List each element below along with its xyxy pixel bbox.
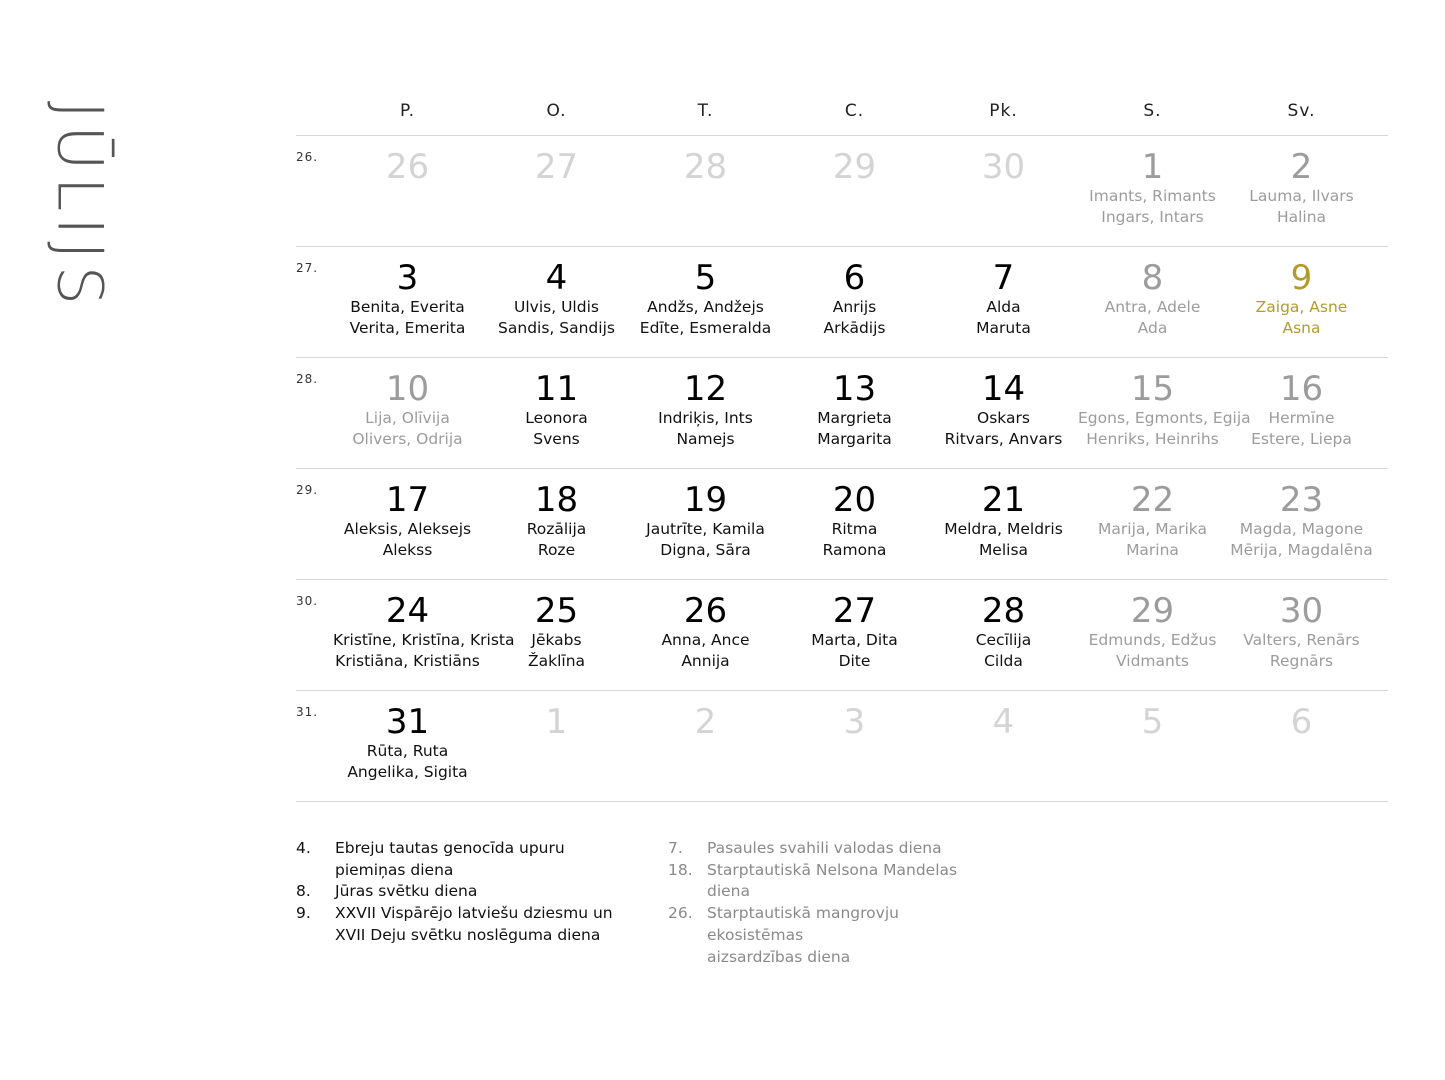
day-number: 5: [1141, 702, 1164, 742]
day-number: 4: [992, 702, 1015, 742]
note-line: [668, 903, 997, 946]
day-cell[interactable]: [780, 247, 929, 357]
note-date: 4.: [296, 839, 311, 857]
name-day-line: Indriķis, Ints: [658, 409, 753, 427]
name-day-line: Alekss: [382, 540, 433, 559]
day-cell[interactable]: [1078, 469, 1227, 579]
name-day-line: Ritvars, Anvars: [944, 429, 1063, 448]
week-number: 28.: [296, 372, 319, 386]
note-text: aizsardzības diena: [707, 947, 851, 966]
note-line: [668, 860, 997, 903]
day-cell[interactable]: [780, 691, 929, 801]
name-day-line: Benita, Everita: [350, 298, 465, 316]
weekday-saturday: S.: [1143, 101, 1162, 121]
note-text: piemiņas diena: [335, 860, 454, 879]
name-day-line: Henriks, Heinrihs: [1086, 429, 1219, 448]
week-number: 29.: [296, 483, 319, 497]
note-text: XVII Deju svētku noslēguma diena: [335, 925, 601, 944]
day-number: 22: [1130, 480, 1175, 520]
day-number: 3: [843, 702, 866, 742]
day-cell[interactable]: [333, 358, 482, 468]
name-day-line: Svens: [533, 429, 580, 448]
day-number: 28: [981, 591, 1026, 631]
note-date: 26.: [668, 904, 693, 923]
name-day-line: Valters, Renārs: [1243, 631, 1360, 649]
name-day-line: Leonora: [525, 409, 588, 427]
name-day-line: Ulvis, Uldis: [514, 298, 599, 316]
note-date: [296, 925, 335, 947]
note-line: [296, 903, 625, 925]
day-number: 2: [1290, 147, 1313, 187]
day-number: 6: [1290, 702, 1313, 742]
note-line: [296, 838, 625, 860]
day-cell[interactable]: [482, 247, 631, 357]
name-day-line: Angelika, Sigita: [347, 762, 468, 781]
name-day-line: Rozālija: [526, 520, 587, 538]
week-number: 26.: [296, 150, 319, 164]
day-number: 24: [385, 591, 430, 631]
day-cell[interactable]: [1078, 691, 1227, 801]
week-row: [296, 247, 1388, 358]
note-date: 8.: [296, 882, 311, 901]
name-day-line: Kristīne, Kristīna, Krista: [333, 631, 515, 649]
day-number: 11: [534, 369, 579, 409]
day-cell[interactable]: [482, 358, 631, 468]
name-day-line: Ingars, Intars: [1101, 207, 1204, 226]
day-cell[interactable]: [780, 358, 929, 468]
day-number: 29: [1130, 591, 1175, 631]
day-cell[interactable]: [631, 691, 780, 801]
name-day-line: Marta, Dita: [811, 631, 898, 649]
day-cell[interactable]: [929, 358, 1078, 468]
day-cell[interactable]: [333, 580, 515, 690]
note-date: 18.: [668, 860, 693, 879]
name-day-line: Anrijs: [832, 298, 877, 316]
day-cell[interactable]: [929, 136, 1078, 246]
day-number: 6: [843, 258, 866, 298]
day-number: 13: [832, 369, 877, 409]
weekday-header: [296, 90, 1388, 136]
holiday-notes-official: [296, 838, 625, 947]
day-number: 19: [683, 480, 728, 520]
note-text: Starptautiskā Nelsona Mandelas diena: [707, 860, 958, 901]
day-number: 27: [832, 591, 877, 631]
day-number: 30: [981, 147, 1026, 187]
name-day-line: Lija, Olīvija: [365, 409, 450, 427]
week-row: [296, 580, 1388, 691]
weekday-thursday: C.: [844, 101, 865, 121]
day-number: 7: [992, 258, 1015, 298]
name-day-line: Antra, Adele: [1104, 298, 1201, 316]
note-text: XXVII Vispārējo latviešu dziesmu un: [335, 904, 613, 923]
week-number: 27.: [296, 261, 319, 275]
day-number: 5: [694, 258, 717, 298]
day-cell[interactable]: [631, 358, 780, 468]
day-cell[interactable]: [929, 469, 1078, 579]
name-day-line: Olivers, Odrija: [352, 429, 463, 448]
name-day-line: Aleksis, Aleksejs: [343, 520, 472, 538]
weekday-tuesday: O.: [546, 101, 567, 121]
name-day-line: Asna: [1282, 318, 1321, 337]
name-day-line: Kristiāna, Kristiāns: [335, 651, 480, 670]
weekday-monday: P.: [399, 101, 415, 121]
note-date: [668, 947, 707, 969]
day-number: 4: [545, 258, 568, 298]
day-number: 14: [981, 369, 1026, 409]
day-cell[interactable]: [1227, 691, 1376, 801]
day-cell[interactable]: [631, 469, 780, 579]
day-cell[interactable]: [631, 247, 780, 357]
week-row: [296, 469, 1388, 580]
week-number: 30.: [296, 594, 319, 608]
day-cell[interactable]: [482, 580, 631, 690]
day-cell[interactable]: [631, 136, 780, 246]
name-day-line: Verita, Emerita: [349, 318, 466, 337]
day-number: 28: [683, 147, 728, 187]
day-number: 31: [385, 702, 430, 742]
day-number: 15: [1130, 369, 1175, 409]
note-text: Ebreju tautas genocīda upuru: [335, 839, 565, 857]
month-title: [43, 96, 117, 316]
name-day-line: Andžs, Andžejs: [647, 298, 764, 316]
weekday-sunday: Sv.: [1287, 101, 1316, 121]
day-cell[interactable]: [1078, 247, 1227, 357]
name-day-line: Jautrīte, Kamila: [646, 520, 765, 538]
name-day-line: Edmunds, Edžus: [1088, 631, 1217, 649]
day-number: 20: [832, 480, 877, 520]
note-line: [668, 838, 997, 860]
day-cell[interactable]: [780, 580, 929, 690]
day-cell[interactable]: [333, 469, 482, 579]
name-day-line: Halina: [1276, 207, 1327, 226]
day-cell[interactable]: [1227, 580, 1376, 690]
day-cell[interactable]: [929, 580, 1078, 690]
day-number: 17: [385, 480, 430, 520]
name-day-line: Regnārs: [1269, 651, 1334, 670]
note-line: [296, 881, 625, 903]
name-day-line: Cilda: [984, 651, 1023, 670]
day-number: 26: [683, 591, 728, 631]
name-day-line: Žaklīna: [527, 651, 586, 670]
day-cell[interactable]: [482, 469, 631, 579]
week-row: [296, 358, 1388, 469]
note-line: [296, 925, 625, 947]
day-cell[interactable]: [333, 691, 482, 801]
day-number: 10: [385, 369, 430, 409]
note-date: 9.: [296, 904, 311, 923]
name-day-line: Ada: [1137, 318, 1168, 337]
name-day-line: Melisa: [978, 540, 1029, 559]
day-cell[interactable]: [1227, 136, 1376, 246]
day-cell[interactable]: [631, 580, 780, 690]
week-row: [296, 136, 1388, 247]
name-day-line: Magda, Magone: [1239, 520, 1364, 538]
day-number: 21: [981, 480, 1026, 520]
note-text: Jūras svētku diena: [335, 882, 478, 901]
name-day-line: Oskars: [977, 409, 1030, 427]
day-cell[interactable]: [780, 136, 929, 246]
day-cell[interactable]: [482, 136, 631, 246]
day-number: 8: [1141, 258, 1164, 298]
day-number: 26: [385, 147, 430, 187]
day-cell[interactable]: [1227, 358, 1376, 468]
note-line: [296, 860, 625, 882]
day-cell[interactable]: [482, 691, 631, 801]
name-day-line: Marina: [1126, 540, 1179, 559]
name-day-line: Marija, Marika: [1098, 520, 1207, 538]
day-number: 3: [396, 258, 419, 298]
name-day-line: Digna, Sāra: [660, 540, 751, 559]
name-day-line: Ritma: [831, 520, 878, 538]
day-cell[interactable]: [929, 691, 1078, 801]
name-day-line: Vidmants: [1116, 651, 1189, 670]
name-day-line: Annija: [681, 651, 730, 670]
name-day-line: Sandis, Sandijs: [498, 318, 615, 337]
calendar-grid: [296, 90, 1388, 802]
week-number: 31.: [296, 705, 319, 719]
name-day-line: Margarita: [817, 429, 892, 448]
name-day-line: Jēkabs: [531, 631, 582, 649]
day-cell[interactable]: [1078, 136, 1227, 246]
day-cell[interactable]: [333, 247, 482, 357]
name-day-line: Dite: [838, 651, 871, 670]
name-day-line: Egons, Egmonts, Egija: [1078, 409, 1251, 427]
week-row: [296, 691, 1388, 802]
name-day-line: Maruta: [976, 318, 1031, 337]
name-day-line: Namejs: [676, 429, 735, 448]
name-day-line: Estere, Liepa: [1251, 429, 1352, 448]
day-number: 1: [545, 702, 568, 742]
day-number: 18: [534, 480, 579, 520]
name-day-line: Arkādijs: [823, 318, 886, 337]
weekday-friday: Pk.: [989, 101, 1018, 121]
day-number: 25: [534, 591, 579, 631]
name-day-line: Roze: [537, 540, 576, 559]
day-number: 23: [1279, 480, 1324, 520]
day-number: 12: [683, 369, 728, 409]
note-line: [668, 947, 997, 969]
name-day-line: Cecīlija: [975, 631, 1032, 649]
weekday-wednesday: T.: [697, 101, 714, 121]
day-cell[interactable]: [1227, 247, 1376, 357]
day-cell[interactable]: [1078, 580, 1227, 690]
day-number: 9: [1290, 258, 1313, 298]
note-date: [296, 860, 335, 882]
day-cell[interactable]: [1227, 469, 1376, 579]
name-day-line: Meldra, Meldris: [944, 520, 1063, 538]
name-day-line: Alda: [986, 298, 1021, 316]
name-day-line: Ramona: [822, 540, 887, 559]
day-number: 2: [694, 702, 717, 742]
holiday-notes-international: [668, 838, 997, 968]
name-day-line: Rūta, Ruta: [366, 742, 449, 760]
day-number: 29: [832, 147, 877, 187]
month-title-text: JŪLIJS: [43, 100, 117, 312]
day-number: 30: [1279, 591, 1324, 631]
day-cell[interactable]: [929, 247, 1078, 357]
name-day-line: Hermīne: [1268, 409, 1335, 427]
day-cell[interactable]: [780, 469, 929, 579]
day-number: 27: [534, 147, 579, 187]
day-cell[interactable]: [333, 136, 482, 246]
note-text: Starptautiskā mangrovju ekosistēmas: [707, 904, 899, 944]
day-number: 1: [1141, 147, 1164, 187]
name-day-line: Mērija, Magdalēna: [1230, 540, 1373, 559]
name-day-line: Edīte, Esmeralda: [639, 318, 772, 337]
note-date: 7.: [668, 839, 683, 857]
day-cell[interactable]: [1078, 358, 1251, 468]
name-day-line: Imants, Rimants: [1089, 187, 1216, 205]
week-rows: [296, 136, 1388, 802]
name-day-line: Zaiga, Asne: [1255, 298, 1348, 316]
day-number: 16: [1279, 369, 1324, 409]
note-text: Pasaules svahili valodas diena: [707, 839, 942, 857]
name-day-line: Anna, Ance: [661, 631, 750, 649]
name-day-line: Margrieta: [817, 409, 892, 427]
name-day-line: Lauma, Ilvars: [1249, 187, 1354, 205]
